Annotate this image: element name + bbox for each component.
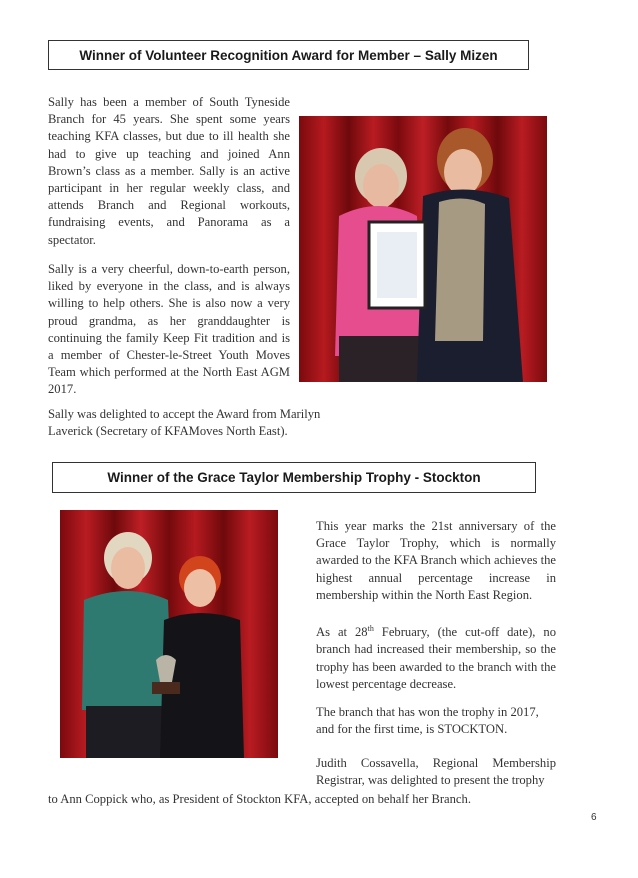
body-paragraph	[316, 620, 556, 693]
body-paragraph: Sally has been a member of South Tyneside Branch for 45 years. She spent some years teaching KFA classes, but due to ill health she had to give up teaching and joined Ann Brown’s class as a member. Sally is an active participant in her regular weekly class, and attends Branch and Regional workouts, fundraising events, and Panorama as a spectator.	[48, 95, 290, 247]
body-paragraph: The branch that has won the trophy in 2017, and for the first time, is STOCKTON.	[316, 705, 539, 737]
paragraph-text: February, (the cut-off date), no branch had increased their membership, so the trophy has been awarded to the branch with the lowest percentage decrease.	[316, 625, 556, 691]
photo-trophy-presentation	[60, 510, 278, 758]
superscript-ordinal: th	[367, 624, 374, 633]
body-paragraph: Sally is a very cheerful, down-to-earth person, liked by everyone in the class, and is always willing to help others. She is also now a very proud grandma, as her granddaughter is continuing the family Keep Fit tradition and is a member of Chester-le-Street Youth Moves Team which performed at the North East AGM 2017.	[48, 262, 290, 397]
section-title-volunteer-award	[48, 40, 529, 70]
photo-award-presentation	[299, 116, 547, 382]
section-title-membership-trophy	[52, 462, 536, 493]
section-title-text: Winner of Volunteer Recognition Award for Member – Sally Mizen	[79, 47, 498, 63]
body-paragraph: to Ann Coppick who, as President of Stockton KFA, accepted on behalf her Branch.	[48, 792, 471, 806]
paragraph-text: As at 28	[316, 625, 368, 640]
body-paragraph: This year marks the 21st anniversary of the Grace Taylor Trophy, which is normally awarded to the KFA Branch which achieves the highest annual percentage increase in membership within the North East Region.	[316, 519, 556, 602]
section-title-text: Winner of the Grace Taylor Membership Trophy - Stockton	[107, 470, 481, 485]
page-number: 6	[591, 812, 597, 823]
body-paragraph: Judith Cossavella, Regional Membership Registrar, was delighted to present the trophy	[316, 756, 556, 788]
body-paragraph: Sally was delighted to accept the Award from Marilyn Laverick (Secretary of KFAMoves North East).	[48, 407, 321, 439]
